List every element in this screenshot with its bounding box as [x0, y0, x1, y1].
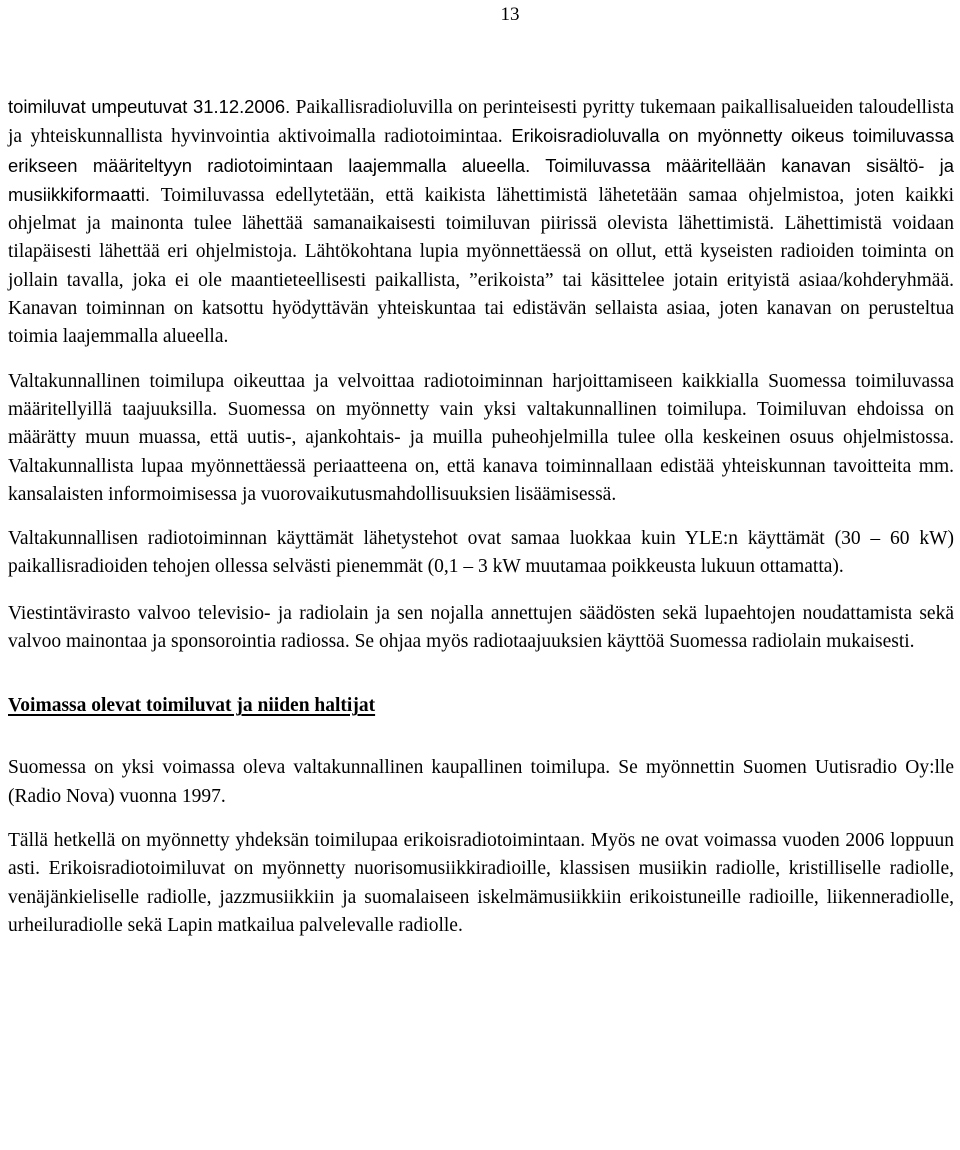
paragraph-licence-types: [8, 93, 954, 352]
page-number: 13: [500, 4, 520, 25]
paragraph-segment: toimiluvat umpeutuvat 31.12.2006.: [8, 96, 291, 117]
paragraph-national-holder: Suomessa on yksi voimassa oleva valtakunnallinen kaupallinen toimilupa. Se myönnettin Suomen Uutisradio Oy:lle (Radio Nova) vuonna 1997.: [8, 757, 954, 807]
paragraph-segment: Toimiluvassa edellytetään, että kaikista lähettimistä lähetetään samaa ohjelmistoa, joten kaikki ohjelmat ja mainonta tulee lähettää samanaikaisesti toimiluvan piirissä olevista lähettimistä. Lähettimistä voidaan tilapäisesti lähettää eri ohjelmistoja.: [8, 184, 954, 263]
paragraph-segment: Erikoisradioluvalla on myönnetty oikeus toimiluvassa erikseen määriteltyyn radiotoimintaan laajemmalla alueella. Toimiluvassa määritellään kanavan sisältö- ja musiikkiformaatti.: [8, 125, 954, 205]
section-heading: Voimassa olevat toimiluvat ja niiden haltijat: [8, 695, 376, 717]
paragraph-segment: Lähtökohtana lupia myönnettäessä on ollut, että kyseisten radioiden toiminta on jollain tavalla, joka ei ole maantieteellisesti paikallista, ”erikoista” tai käsittelee jotain erityistä asiaa/kohderyhmää. Kanavan toiminnan on katsottu hyödyttävän yhteiskuntaa tai edistävän sellaista asiaa, joten kanavan on perusteltua toimia laajemmalla alueella.: [8, 241, 954, 348]
paragraph-national-licence: Valtakunnallinen toimilupa oikeuttaa ja velvoittaa radiotoiminnan harjoittamiseen kaikkialla Suomessa toimiluvassa määritellyillä taajuuksilla. Suomessa on myönnetty vain yksi valtakunnallinen toimilupa. Toimiluvan ehdoissa on määrätty muun muassa, että uutis-, ajankohtais- ja muilla puheohjelmilla tulee olla keskeinen osuus ohjelmistossa. Valtakunnallista lupaa myönnettäessä periaatteena on, että kanava toiminnallaan edistää yhteiskunnan tavoitteita mm. kansalaisten informoimisessa ja vuorovaikutusmahdollisuuksien lisäämisessä.: [8, 370, 954, 505]
document-body: [8, 93, 954, 940]
paragraph-supervision: Viestintävirasto valvoo televisio- ja radiolain ja sen nojalla annettujen säädösten sekä lupaehtojen noudattamista sekä valvoo mainontaa ja sponsorointia radiossa. Se ohjaa myös radiotaajuuksien käyttöä Suomessa radiolain mukaisesti.: [8, 602, 954, 653]
paragraph-segment: Paikallisradioluvilla on perinteisesti pyritty tukemaan paikallisalueiden taloudellista ja yhteiskunnallista hyvinvointia aktivoimalla radiotoimintaa.: [8, 97, 954, 148]
paragraph-transmission-power: Valtakunnallisen radiotoiminnan käyttämät lähetystehot ovat samaa luokkaa kuin YLE:n käyttämät (30 – 60 kW) paikallisradioiden tehojen ollessa selvästi pienemmät (0,1 – 3 kW muutamaa poikkeusta lukuun ottamatta).: [8, 528, 954, 578]
paragraph-special-licences: Tällä hetkellä on myönnetty yhdeksän toimilupaa erikoisradiotoimintaan. Myös ne ovat voimassa vuoden 2006 loppuun asti. Erikoisradiotoimiluvat on myönnetty nuorisomusiikkiradioille, klassisen musiikin radiolle, kristilliselle radiolle, venäjänkieliselle radiolle, jazzmusiikkiin ja suomalaiseen iskelmämusiikkiin erikoistuneille radioille, liikenneradiolle, urheiluradiolle sekä Lapin matkailua palvelevalle radiolle.: [8, 829, 954, 936]
